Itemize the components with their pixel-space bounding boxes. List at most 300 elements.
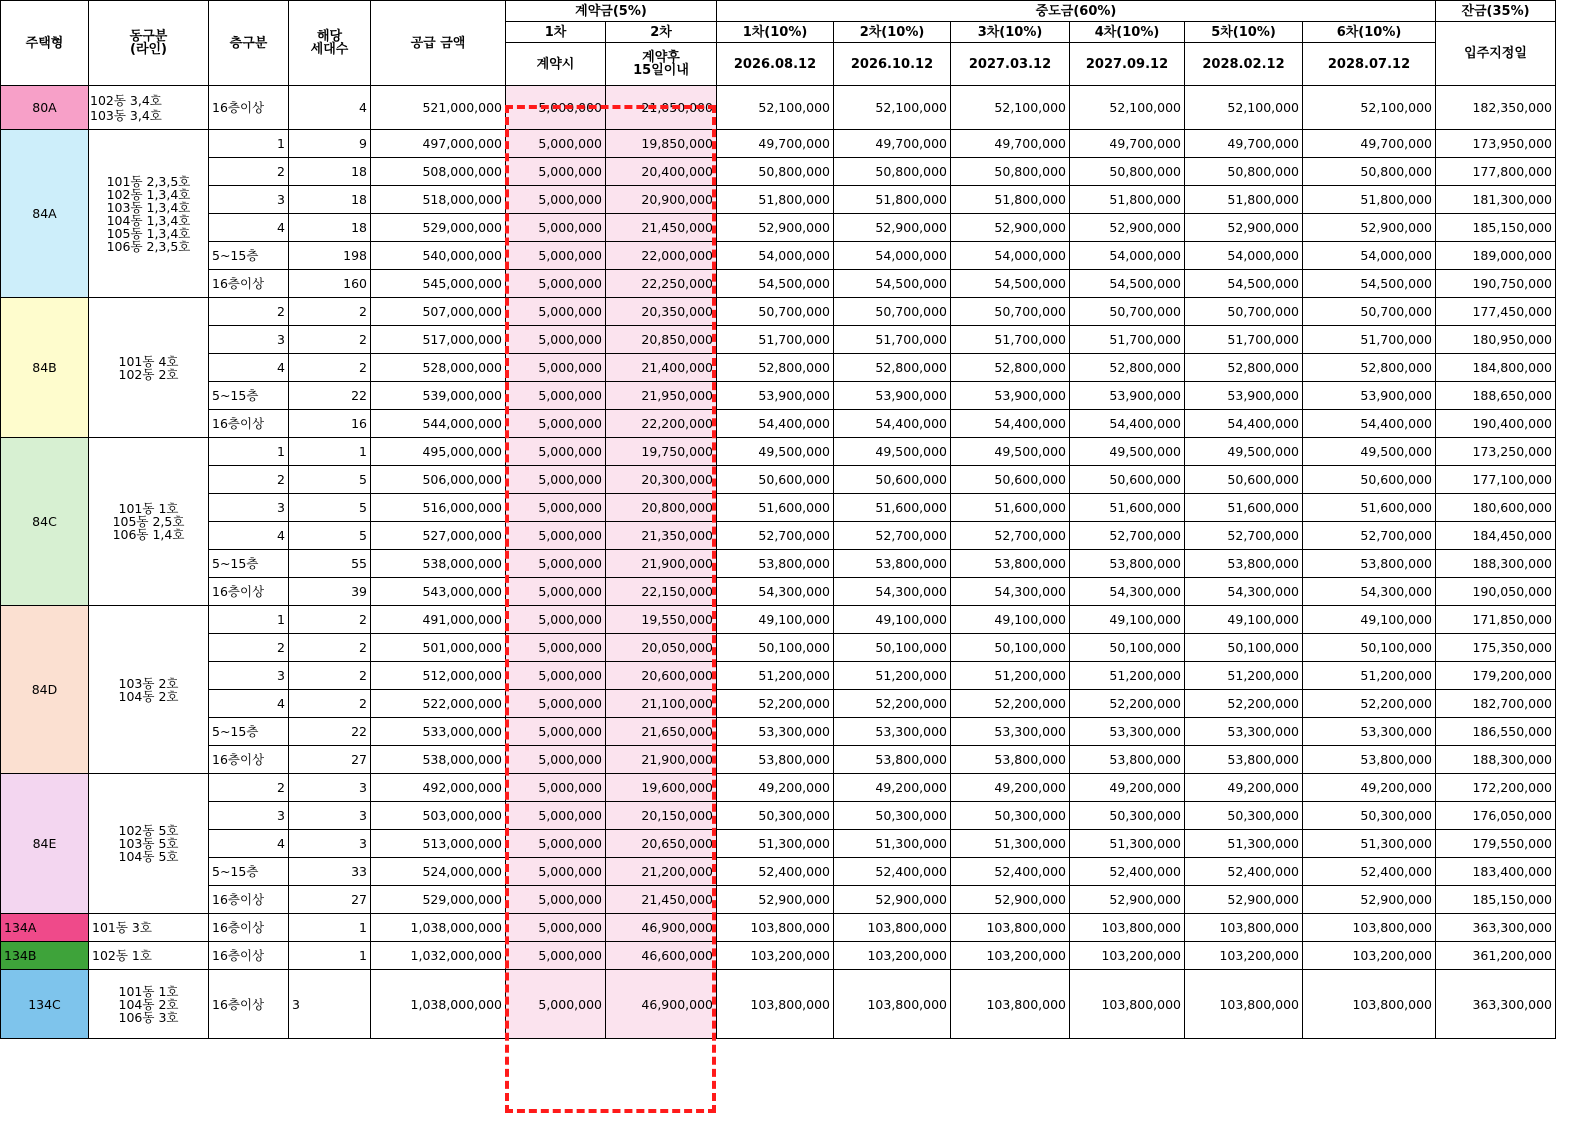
middle-4-cell: 54,500,000	[1070, 270, 1185, 298]
middle-3-cell: 50,700,000	[951, 298, 1070, 326]
middle-6-cell: 52,400,000	[1303, 858, 1436, 886]
middle-5-cell: 54,500,000	[1185, 270, 1303, 298]
price-cell: 517,000,000	[371, 326, 506, 354]
price-cell: 524,000,000	[371, 858, 506, 886]
floor-cell: 3	[209, 494, 289, 522]
middle-4-cell: 103,800,000	[1070, 970, 1185, 1039]
header-middle-2: 2차(10%)	[834, 22, 951, 43]
middle-3-cell: 49,100,000	[951, 606, 1070, 634]
deposit-2-cell: 46,900,000	[606, 914, 717, 942]
deposit-1-cell: 5,000,000	[506, 354, 606, 382]
deposit-2-cell: 20,300,000	[606, 466, 717, 494]
balance-cell: 181,300,000	[1436, 186, 1556, 214]
middle-3-cell: 103,200,000	[951, 942, 1070, 970]
deposit-1-cell: 5,000,000	[506, 522, 606, 550]
deposit-1-cell: 5,000,000	[506, 578, 606, 606]
middle-2-cell: 54,300,000	[834, 578, 951, 606]
middle-2-cell: 51,700,000	[834, 326, 951, 354]
middle-3-cell: 103,800,000	[951, 970, 1070, 1039]
floor-cell: 5~15층	[209, 718, 289, 746]
dong-lines-cell: 102동 3,4호 103동 3,4호	[89, 86, 209, 130]
balance-cell: 177,100,000	[1436, 466, 1556, 494]
units-cell: 160	[289, 270, 371, 298]
middle-2-cell: 52,900,000	[834, 214, 951, 242]
header-middle-1-date: 2026.08.12	[717, 43, 834, 86]
dong-lines-cell: 101동 3호	[89, 914, 209, 942]
house-type-cell: 134C	[1, 970, 89, 1039]
middle-5-cell: 52,400,000	[1185, 858, 1303, 886]
deposit-2-cell: 21,200,000	[606, 858, 717, 886]
middle-4-cell: 52,100,000	[1070, 86, 1185, 130]
units-cell: 27	[289, 886, 371, 914]
middle-2-cell: 52,800,000	[834, 354, 951, 382]
table-row	[1, 214, 1556, 242]
floor-cell: 16층이상	[209, 942, 289, 970]
floor-cell: 2	[209, 158, 289, 186]
deposit-1-cell: 5,000,000	[506, 774, 606, 802]
middle-6-cell: 52,900,000	[1303, 886, 1436, 914]
units-cell: 3	[289, 802, 371, 830]
balance-cell: 189,000,000	[1436, 242, 1556, 270]
units-cell: 22	[289, 718, 371, 746]
middle-5-cell: 49,200,000	[1185, 774, 1303, 802]
header-middle-5: 5차(10%)	[1185, 22, 1303, 43]
table-row	[1, 858, 1556, 886]
middle-2-cell: 51,300,000	[834, 830, 951, 858]
deposit-2-cell: 21,900,000	[606, 550, 717, 578]
middle-6-cell: 51,600,000	[1303, 494, 1436, 522]
balance-cell: 183,400,000	[1436, 858, 1556, 886]
middle-4-cell: 51,300,000	[1070, 830, 1185, 858]
dong-lines-cell: 101동 1호 104동 2호 106동 3호	[89, 970, 209, 1039]
balance-cell: 184,450,000	[1436, 522, 1556, 550]
middle-2-cell: 53,900,000	[834, 382, 951, 410]
middle-1-cell: 53,800,000	[717, 550, 834, 578]
units-cell: 2	[289, 690, 371, 718]
units-cell: 1	[289, 942, 371, 970]
table-row	[1, 830, 1556, 858]
middle-3-cell: 54,300,000	[951, 578, 1070, 606]
middle-2-cell: 50,300,000	[834, 802, 951, 830]
table-header	[1, 1, 1556, 86]
floor-cell: 2	[209, 634, 289, 662]
middle-3-cell: 51,700,000	[951, 326, 1070, 354]
middle-6-cell: 49,500,000	[1303, 438, 1436, 466]
price-cell: 544,000,000	[371, 410, 506, 438]
middle-4-cell: 103,200,000	[1070, 942, 1185, 970]
price-cell: 513,000,000	[371, 830, 506, 858]
middle-1-cell: 52,900,000	[717, 214, 834, 242]
middle-5-cell: 52,200,000	[1185, 690, 1303, 718]
deposit-1-cell: 5,000,000	[506, 214, 606, 242]
middle-2-cell: 52,900,000	[834, 886, 951, 914]
deposit-2-cell: 21,900,000	[606, 746, 717, 774]
middle-6-cell: 49,100,000	[1303, 606, 1436, 634]
middle-1-cell: 54,000,000	[717, 242, 834, 270]
units-cell: 55	[289, 550, 371, 578]
middle-5-cell: 51,200,000	[1185, 662, 1303, 690]
floor-cell: 16층이상	[209, 410, 289, 438]
middle-2-cell: 103,200,000	[834, 942, 951, 970]
house-type-cell: 134A	[1, 914, 89, 942]
price-cell: 528,000,000	[371, 354, 506, 382]
table-row	[1, 578, 1556, 606]
deposit-2-cell: 20,400,000	[606, 158, 717, 186]
middle-2-cell: 51,600,000	[834, 494, 951, 522]
middle-3-cell: 52,100,000	[951, 86, 1070, 130]
price-cell: 543,000,000	[371, 578, 506, 606]
floor-cell: 2	[209, 774, 289, 802]
price-cell: 1,038,000,000	[371, 970, 506, 1039]
middle-4-cell: 103,800,000	[1070, 914, 1185, 942]
middle-6-cell: 50,300,000	[1303, 802, 1436, 830]
units-cell: 3	[289, 970, 371, 1039]
units-cell: 2	[289, 326, 371, 354]
balance-cell: 171,850,000	[1436, 606, 1556, 634]
middle-1-cell: 103,800,000	[717, 914, 834, 942]
middle-3-cell: 53,800,000	[951, 746, 1070, 774]
middle-3-cell: 49,700,000	[951, 130, 1070, 158]
header-balance-when: 입주지정일	[1436, 22, 1556, 86]
deposit-2-cell: 46,900,000	[606, 970, 717, 1039]
middle-1-cell: 49,500,000	[717, 438, 834, 466]
middle-3-cell: 54,400,000	[951, 410, 1070, 438]
floor-cell: 3	[209, 326, 289, 354]
middle-5-cell: 49,500,000	[1185, 438, 1303, 466]
deposit-1-cell: 5,000,000	[506, 158, 606, 186]
units-cell: 33	[289, 858, 371, 886]
header-middle-3-date: 2027.03.12	[951, 43, 1070, 86]
middle-6-cell: 53,800,000	[1303, 550, 1436, 578]
middle-4-cell: 54,000,000	[1070, 242, 1185, 270]
table-row	[1, 718, 1556, 746]
balance-cell: 190,400,000	[1436, 410, 1556, 438]
price-cell: 495,000,000	[371, 438, 506, 466]
units-cell: 198	[289, 242, 371, 270]
deposit-1-cell: 5,000,000	[506, 550, 606, 578]
balance-cell: 190,050,000	[1436, 578, 1556, 606]
middle-6-cell: 50,800,000	[1303, 158, 1436, 186]
deposit-1-cell: 5,000,000	[506, 298, 606, 326]
price-cell: 522,000,000	[371, 690, 506, 718]
middle-4-cell: 50,100,000	[1070, 634, 1185, 662]
middle-6-cell: 103,800,000	[1303, 970, 1436, 1039]
table-row	[1, 242, 1556, 270]
middle-2-cell: 53,800,000	[834, 550, 951, 578]
floor-cell: 3	[209, 802, 289, 830]
middle-6-cell: 50,600,000	[1303, 466, 1436, 494]
middle-3-cell: 50,100,000	[951, 634, 1070, 662]
units-cell: 5	[289, 522, 371, 550]
middle-4-cell: 49,700,000	[1070, 130, 1185, 158]
middle-6-cell: 52,800,000	[1303, 354, 1436, 382]
price-cell: 540,000,000	[371, 242, 506, 270]
middle-3-cell: 52,900,000	[951, 214, 1070, 242]
floor-cell: 5~15층	[209, 382, 289, 410]
middle-6-cell: 54,300,000	[1303, 578, 1436, 606]
table-row	[1, 634, 1556, 662]
price-cell: 507,000,000	[371, 298, 506, 326]
balance-cell: 185,150,000	[1436, 886, 1556, 914]
balance-cell: 180,600,000	[1436, 494, 1556, 522]
units-cell: 5	[289, 466, 371, 494]
deposit-1-cell: 5,000,000	[506, 830, 606, 858]
middle-2-cell: 49,700,000	[834, 130, 951, 158]
deposit-1-cell: 5,000,000	[506, 634, 606, 662]
middle-3-cell: 50,600,000	[951, 466, 1070, 494]
deposit-2-cell: 19,600,000	[606, 774, 717, 802]
table-row	[1, 158, 1556, 186]
table-row	[1, 298, 1556, 326]
deposit-1-cell: 5,000,000	[506, 858, 606, 886]
deposit-2-cell: 20,850,000	[606, 326, 717, 354]
deposit-1-cell: 5,000,000	[506, 86, 606, 130]
middle-3-cell: 53,900,000	[951, 382, 1070, 410]
middle-1-cell: 49,200,000	[717, 774, 834, 802]
balance-cell: 176,050,000	[1436, 802, 1556, 830]
balance-cell: 172,200,000	[1436, 774, 1556, 802]
middle-5-cell: 49,100,000	[1185, 606, 1303, 634]
balance-cell: 185,150,000	[1436, 214, 1556, 242]
header-deposit-group: 계약금(5%)	[506, 1, 717, 22]
deposit-2-cell: 22,200,000	[606, 410, 717, 438]
middle-5-cell: 51,700,000	[1185, 326, 1303, 354]
balance-cell: 182,700,000	[1436, 690, 1556, 718]
price-cell: 529,000,000	[371, 886, 506, 914]
middle-3-cell: 49,500,000	[951, 438, 1070, 466]
units-cell: 3	[289, 830, 371, 858]
middle-5-cell: 50,600,000	[1185, 466, 1303, 494]
balance-cell: 188,650,000	[1436, 382, 1556, 410]
deposit-2-cell: 21,100,000	[606, 690, 717, 718]
middle-4-cell: 52,900,000	[1070, 214, 1185, 242]
deposit-2-cell: 22,150,000	[606, 578, 717, 606]
middle-6-cell: 51,800,000	[1303, 186, 1436, 214]
deposit-1-cell: 5,000,000	[506, 662, 606, 690]
middle-1-cell: 53,900,000	[717, 382, 834, 410]
middle-3-cell: 51,600,000	[951, 494, 1070, 522]
middle-2-cell: 49,200,000	[834, 774, 951, 802]
middle-6-cell: 51,200,000	[1303, 662, 1436, 690]
middle-4-cell: 52,800,000	[1070, 354, 1185, 382]
floor-cell: 4	[209, 830, 289, 858]
header-deposit-2-when: 계약후 15일이내	[606, 43, 717, 86]
header-middle-6-date: 2028.07.12	[1303, 43, 1436, 86]
middle-1-cell: 52,400,000	[717, 858, 834, 886]
balance-cell: 173,250,000	[1436, 438, 1556, 466]
middle-6-cell: 51,700,000	[1303, 326, 1436, 354]
floor-cell: 16층이상	[209, 746, 289, 774]
table-row	[1, 410, 1556, 438]
balance-cell: 179,550,000	[1436, 830, 1556, 858]
middle-1-cell: 50,600,000	[717, 466, 834, 494]
middle-5-cell: 52,900,000	[1185, 886, 1303, 914]
floor-cell: 4	[209, 690, 289, 718]
balance-cell: 184,800,000	[1436, 354, 1556, 382]
middle-3-cell: 51,200,000	[951, 662, 1070, 690]
table-row	[1, 746, 1556, 774]
table-row	[1, 914, 1556, 942]
price-cell: 497,000,000	[371, 130, 506, 158]
middle-4-cell: 53,300,000	[1070, 718, 1185, 746]
deposit-1-cell: 5,000,000	[506, 410, 606, 438]
middle-5-cell: 53,800,000	[1185, 550, 1303, 578]
deposit-1-cell: 5,000,000	[506, 242, 606, 270]
middle-1-cell: 52,900,000	[717, 886, 834, 914]
dong-lines-cell: 101동 1호 105동 2,5호 106동 1,4호	[89, 438, 209, 606]
middle-2-cell: 52,100,000	[834, 86, 951, 130]
middle-5-cell: 50,100,000	[1185, 634, 1303, 662]
middle-3-cell: 51,800,000	[951, 186, 1070, 214]
middle-4-cell: 49,200,000	[1070, 774, 1185, 802]
price-cell: 506,000,000	[371, 466, 506, 494]
middle-1-cell: 54,300,000	[717, 578, 834, 606]
dong-lines-cell: 101동 4호 102동 2호	[89, 298, 209, 438]
floor-cell: 16층이상	[209, 270, 289, 298]
middle-5-cell: 53,800,000	[1185, 746, 1303, 774]
table-row	[1, 886, 1556, 914]
table-row	[1, 326, 1556, 354]
units-cell: 1	[289, 914, 371, 942]
floor-cell: 16층이상	[209, 578, 289, 606]
middle-5-cell: 50,800,000	[1185, 158, 1303, 186]
header-middle-2-date: 2026.10.12	[834, 43, 951, 86]
middle-2-cell: 52,700,000	[834, 522, 951, 550]
middle-2-cell: 52,400,000	[834, 858, 951, 886]
table-row	[1, 130, 1556, 158]
middle-1-cell: 52,700,000	[717, 522, 834, 550]
middle-6-cell: 54,500,000	[1303, 270, 1436, 298]
units-cell: 22	[289, 382, 371, 410]
table-row	[1, 942, 1556, 970]
middle-6-cell: 103,800,000	[1303, 914, 1436, 942]
middle-1-cell: 52,200,000	[717, 690, 834, 718]
price-cell: 527,000,000	[371, 522, 506, 550]
units-cell: 2	[289, 298, 371, 326]
deposit-1-cell: 5,000,000	[506, 270, 606, 298]
floor-cell: 1	[209, 438, 289, 466]
units-cell: 39	[289, 578, 371, 606]
header-deposit-2: 2차	[606, 22, 717, 43]
middle-3-cell: 53,800,000	[951, 550, 1070, 578]
table-row	[1, 86, 1556, 130]
deposit-1-cell: 5,000,000	[506, 326, 606, 354]
price-cell: 539,000,000	[371, 382, 506, 410]
middle-6-cell: 103,200,000	[1303, 942, 1436, 970]
header-middle-3: 3차(10%)	[951, 22, 1070, 43]
middle-4-cell: 54,400,000	[1070, 410, 1185, 438]
floor-cell: 5~15층	[209, 242, 289, 270]
middle-1-cell: 51,600,000	[717, 494, 834, 522]
header-price: 공급 금액	[371, 1, 506, 86]
middle-5-cell: 53,300,000	[1185, 718, 1303, 746]
header-middle-5-date: 2028.02.12	[1185, 43, 1303, 86]
table-body	[1, 86, 1556, 1039]
middle-3-cell: 52,700,000	[951, 522, 1070, 550]
middle-3-cell: 52,200,000	[951, 690, 1070, 718]
middle-1-cell: 50,800,000	[717, 158, 834, 186]
middle-2-cell: 103,800,000	[834, 914, 951, 942]
price-cell: 538,000,000	[371, 550, 506, 578]
floor-cell: 16층이상	[209, 914, 289, 942]
price-cell: 492,000,000	[371, 774, 506, 802]
balance-cell: 180,950,000	[1436, 326, 1556, 354]
middle-5-cell: 52,700,000	[1185, 522, 1303, 550]
header-middle-1: 1차(10%)	[717, 22, 834, 43]
price-cell: 529,000,000	[371, 214, 506, 242]
deposit-1-cell: 5,000,000	[506, 382, 606, 410]
balance-cell: 177,800,000	[1436, 158, 1556, 186]
dong-lines-cell: 102동 1호	[89, 942, 209, 970]
units-cell: 27	[289, 746, 371, 774]
deposit-1-cell: 5,000,000	[506, 130, 606, 158]
floor-cell: 1	[209, 606, 289, 634]
header-middle-4-date: 2027.09.12	[1070, 43, 1185, 86]
units-cell: 16	[289, 410, 371, 438]
table-row	[1, 382, 1556, 410]
middle-6-cell: 50,100,000	[1303, 634, 1436, 662]
deposit-2-cell: 20,650,000	[606, 830, 717, 858]
price-cell: 512,000,000	[371, 662, 506, 690]
deposit-1-cell: 5,000,000	[506, 186, 606, 214]
middle-6-cell: 49,700,000	[1303, 130, 1436, 158]
deposit-2-cell: 20,900,000	[606, 186, 717, 214]
house-type-cell: 84D	[1, 606, 89, 774]
floor-cell: 16층이상	[209, 970, 289, 1039]
table-row	[1, 606, 1556, 634]
price-cell: 1,032,000,000	[371, 942, 506, 970]
middle-6-cell: 52,100,000	[1303, 86, 1436, 130]
floor-cell: 16층이상	[209, 886, 289, 914]
middle-2-cell: 50,800,000	[834, 158, 951, 186]
house-type-cell: 84B	[1, 298, 89, 438]
middle-1-cell: 49,100,000	[717, 606, 834, 634]
table-row	[1, 774, 1556, 802]
middle-4-cell: 52,900,000	[1070, 886, 1185, 914]
deposit-2-cell: 21,050,000	[606, 86, 717, 130]
deposit-2-cell: 21,350,000	[606, 522, 717, 550]
floor-cell: 5~15층	[209, 550, 289, 578]
middle-3-cell: 51,300,000	[951, 830, 1070, 858]
middle-2-cell: 52,200,000	[834, 690, 951, 718]
middle-5-cell: 50,700,000	[1185, 298, 1303, 326]
middle-2-cell: 53,800,000	[834, 746, 951, 774]
table-row	[1, 494, 1556, 522]
balance-cell: 363,300,000	[1436, 914, 1556, 942]
middle-5-cell: 52,800,000	[1185, 354, 1303, 382]
middle-1-cell: 49,700,000	[717, 130, 834, 158]
balance-cell: 188,300,000	[1436, 550, 1556, 578]
middle-2-cell: 53,300,000	[834, 718, 951, 746]
middle-3-cell: 52,800,000	[951, 354, 1070, 382]
deposit-2-cell: 20,800,000	[606, 494, 717, 522]
header-middle-group: 중도금(60%)	[717, 1, 1436, 22]
middle-4-cell: 50,800,000	[1070, 158, 1185, 186]
units-cell: 9	[289, 130, 371, 158]
balance-cell: 177,450,000	[1436, 298, 1556, 326]
middle-1-cell: 50,100,000	[717, 634, 834, 662]
middle-5-cell: 50,300,000	[1185, 802, 1303, 830]
house-type-cell: 134B	[1, 942, 89, 970]
middle-6-cell: 49,200,000	[1303, 774, 1436, 802]
middle-6-cell: 53,900,000	[1303, 382, 1436, 410]
middle-1-cell: 54,500,000	[717, 270, 834, 298]
middle-2-cell: 54,000,000	[834, 242, 951, 270]
balance-cell: 190,750,000	[1436, 270, 1556, 298]
house-type-cell: 84C	[1, 438, 89, 606]
header-units: 해당 세대수	[289, 1, 371, 86]
units-cell: 2	[289, 662, 371, 690]
